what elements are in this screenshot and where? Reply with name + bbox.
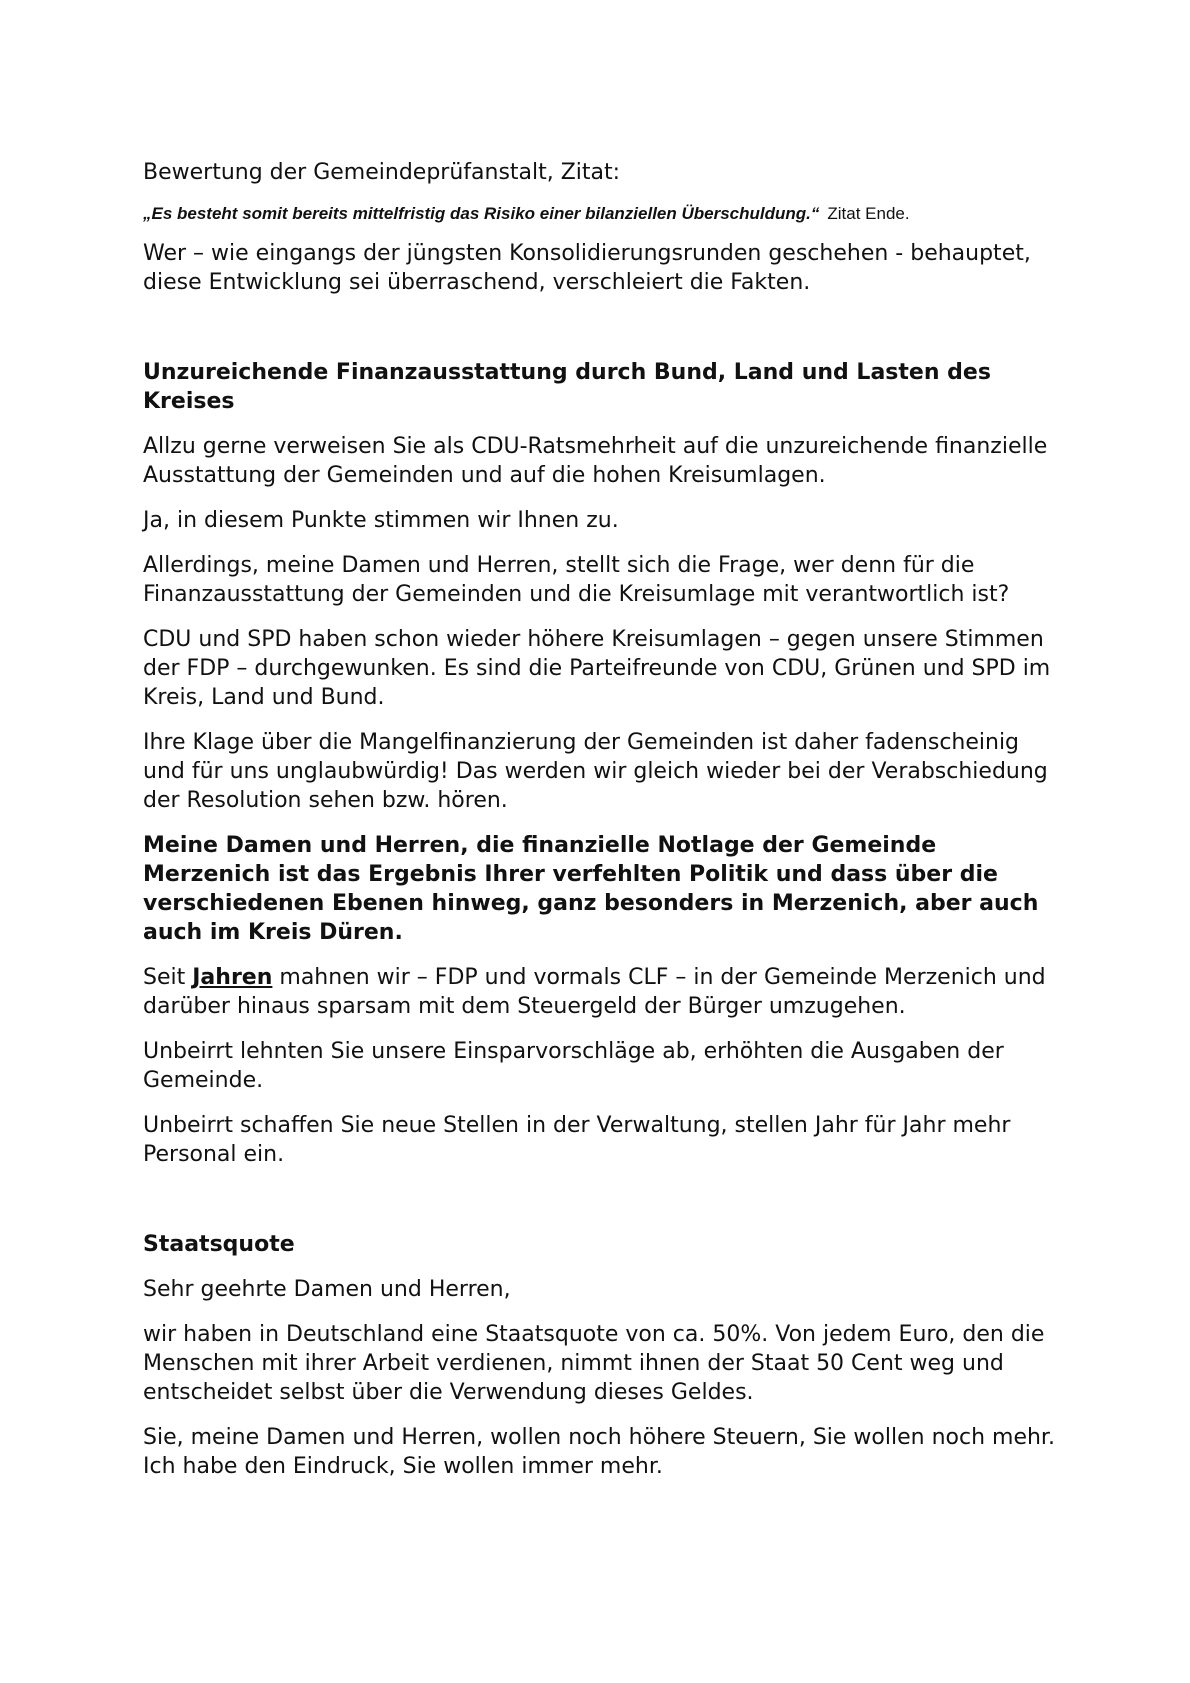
paragraph: Ja, in diesem Punkte stimmen wir Ihnen zu.: [143, 508, 619, 533]
paragraph: Allzu gerne verweisen Sie als CDU-Ratsmehrheit auf die unzureichende finanzielle Ausstattung der Gemeinden und auf die hohen Kreisumlagen.: [143, 434, 1048, 488]
section-heading-finanzausstattung: Unzureichende Finanzausstattung durch Bund, Land und Lasten des Kreises: [143, 360, 991, 414]
paragraph: Unbeirrt lehnten Sie unsere Einsparvorschläge ab, erhöhten die Ausgaben der Gemeinde.: [143, 1039, 1004, 1093]
paragraph: [143, 963, 1065, 1021]
paragraph: Unbeirrt schaffen Sie neue Stellen in der Verwaltung, stellen Jahr für Jahr mehr Personal ein.: [143, 1113, 1011, 1167]
bold-paragraph: Meine Damen und Herren, die finanzielle Notlage der Gemeinde Merzenich ist das Ergebnis Ihrer verfehlten Politik und dass über die verschiedenen Ebenen hinweg, ganz besonders in Merzenich, aber auch auch im Kreis Düren.: [143, 833, 1039, 945]
document-page: [143, 158, 1065, 1497]
section-heading-staatsquote: Staatsquote: [143, 1232, 295, 1257]
paragraph: CDU und SPD haben schon wieder höhere Kreisumlagen – gegen unsere Stimmen der FDP – durchgewunken. Es sind die Parteifreunde von CDU, Grünen und SPD im Kreis, Land und Bund.: [143, 627, 1051, 710]
paragraph: Sehr geehrte Damen und Herren,: [143, 1277, 511, 1302]
intro-paragraph: Wer – wie eingangs der jüngsten Konsolidierungsrunden geschehen - behauptet, diese Entwicklung sei überraschend, verschleiert die Fakten.: [143, 241, 1031, 295]
paragraph-start: Seit: [143, 965, 186, 990]
section-spacer: [143, 1185, 1065, 1230]
paragraph: wir haben in Deutschland eine Staatsquote von ca. 50%. Von jedem Euro, den die Menschen mit ihrer Arbeit verdienen, nimmt ihnen der Staat 50 Cent weg und entscheidet selbst über die Verwendung dieses Geldes.: [143, 1322, 1045, 1405]
emphasized-word: Jahren: [192, 965, 273, 990]
quote-intro-label: Bewertung der Gemeindeprüfanstalt, Zitat:: [143, 160, 621, 185]
quote-line: [143, 203, 1065, 225]
paragraph: Allerdings, meine Damen und Herren, stellt sich die Frage, wer denn für die Finanzausstattung der Gemeinden und die Kreisumlage mit verantwortlich ist?: [143, 553, 1010, 607]
quote-end: Zitat Ende.: [827, 204, 910, 223]
paragraph: Ihre Klage über die Mangelfinanzierung der Gemeinden ist daher fadenscheinig und für uns unglaubwürdig! Das werden wir gleich wieder bei der Verabschiedung der Resolution sehen bzw. hören.: [143, 730, 1048, 813]
section-spacer: [143, 313, 1065, 358]
quote-text: „Es besteht somit bereits mittelfristig das Risiko einer bilanziellen Überschuldung.“: [143, 204, 820, 223]
paragraph: Sie, meine Damen und Herren, wollen noch höhere Steuern, Sie wollen noch mehr. Ich habe den Eindruck, Sie wollen immer mehr.: [143, 1425, 1055, 1479]
paragraph-rest: mahnen wir – FDP und vormals CLF – in der Gemeinde Merzenich und darüber hinaus sparsam mit dem Steuergeld der Bürger umzugehen.: [143, 965, 1046, 1019]
